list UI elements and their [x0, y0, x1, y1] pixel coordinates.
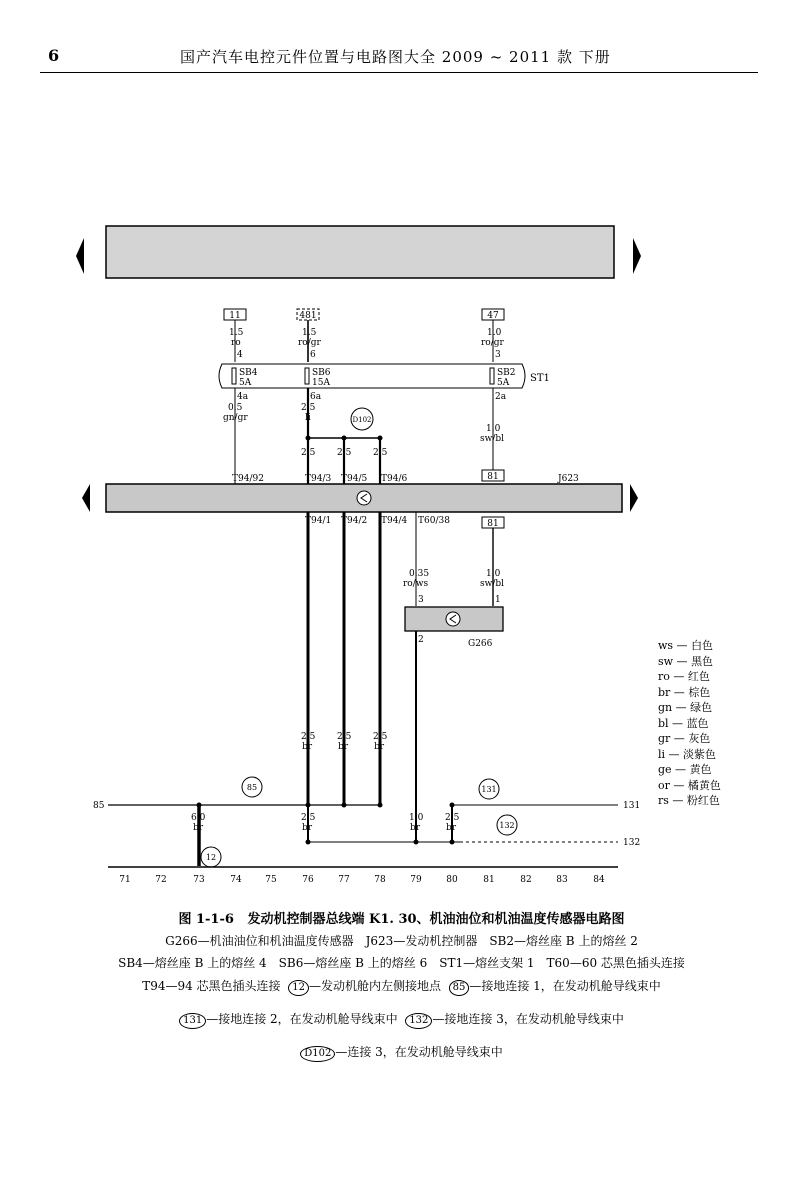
ground-wire-size-1: 2.5 [301, 732, 316, 742]
ecu-pin-t94-1: T94/1 [305, 516, 332, 526]
fuse-carrier-label: ST1 [530, 373, 550, 384]
ground-wire-color-1: br [302, 742, 313, 752]
sensor-wire-size-2: 1.0 [486, 569, 501, 579]
running-header-title: 国产汽车电控元件位置与电路图大全 2009 ~ 2011 款 下册 [180, 48, 611, 66]
branch-size-2: 2.5 [337, 448, 352, 458]
legend-item: ro — 红色 [658, 670, 710, 683]
ecu-pin-t60-38: T60/38 [418, 516, 450, 526]
fuse-carrier-st1 [219, 364, 525, 388]
legend-item: gn — 绿色 [658, 701, 713, 714]
sensor-wire-pin-2: 1 [495, 595, 501, 605]
bottom-wire-color-1: br [193, 823, 204, 833]
ecu-pin-t94-6: T94/6 [381, 474, 408, 484]
fuse-name-sb4: SB4 [239, 368, 258, 378]
wire-li-color: li [305, 413, 311, 423]
bottom-wire-size-3: 1.0 [409, 813, 424, 823]
page-number: 6 [48, 46, 60, 65]
ruler-76: 76 [302, 875, 314, 885]
svg-text:81: 81 [487, 519, 499, 529]
sensor-pin2: 2 [418, 635, 424, 645]
ruler-71: 71 [119, 875, 131, 885]
ground-symbol-85: 85 [449, 980, 470, 996]
legend-item: ge — 黄色 [658, 763, 712, 776]
ground-symbol-131: 131 [179, 1013, 206, 1029]
ruler-78: 78 [374, 875, 386, 885]
top-wire-size-1: 1.5 [229, 328, 244, 338]
top-wire-pin-1: 4 [237, 350, 243, 360]
top-pin-label-2: 481 [299, 311, 317, 321]
ecu-right-arrow-icon [630, 484, 638, 512]
legend-item: br — 棕色 [658, 685, 711, 699]
legend-item: sw — 黑色 [658, 654, 714, 668]
figure-title: 发动机控制器总线端 K1. 30、机油油位和机油温度传感器电路图 [247, 912, 625, 927]
bottom-wire-size-2: 2.5 [301, 813, 316, 823]
svg-text:D102: D102 [352, 416, 372, 424]
ground-wire-size-3: 2.5 [373, 732, 388, 742]
caption-line-5: D102 —连接 3，在发动机舱导线束中 [0, 1043, 803, 1062]
svg-text:85: 85 [246, 783, 258, 792]
top-wire-color-2: ro/gr [298, 338, 321, 348]
line-131-label: 131 [623, 801, 641, 811]
ruler-74: 74 [230, 875, 242, 885]
ground-wire-color-2: br [338, 742, 349, 752]
ground-symbol-12: 12 [288, 980, 309, 996]
caption-line-4: 131 —接地连接 2，在发动机舱导线束中 132 —接地连接 3，在发动机舱导线束中 [0, 1010, 803, 1029]
ecu-pin-t94-92: T94/92 [232, 474, 264, 484]
top-wire-pin-2: 6 [310, 350, 316, 360]
ecu-left-arrow-icon [82, 484, 90, 512]
ecu-pin-t94-5: T94/5 [341, 474, 368, 484]
ecu-name: J623 [558, 474, 579, 484]
ruler-83: 83 [556, 875, 568, 885]
fuse-out-pin-sb4: 4a [237, 392, 249, 402]
wire-sw-bl-top-size: 1.0 [486, 424, 501, 434]
caption-line-2: SB4—熔丝座 B 上的熔丝 4 SB6—熔丝座 B 上的熔丝 6 ST1—熔丝支架 1 T60—60 芯黑色插头连接 [118, 956, 685, 970]
ground-wire-size-2: 2.5 [337, 732, 352, 742]
ecu-pin-t94-4: T94/4 [381, 516, 408, 526]
sensor-wire-color-1: ro/ws [403, 579, 429, 589]
branch-size-1: 2.5 [301, 448, 316, 458]
svg-text:12: 12 [205, 853, 217, 862]
figure-number: 图 1-1-6 [178, 912, 234, 927]
caption-line-3: T94—94 芯黑色插头连接 12 —发动机舱内左侧接地点 85 —接地连接 1，在发动机舱导线束中 [0, 977, 803, 996]
wire-gn-gr-color: gn/gr [223, 413, 248, 423]
top-wire-color-1: ro [231, 338, 241, 348]
ruler-73: 73 [193, 875, 205, 885]
top-pin-label-1: 11 [229, 311, 241, 321]
ruler-84: 84 [593, 875, 605, 885]
ecu-pin-t94-3: T94/3 [305, 474, 332, 484]
svg-text:131: 131 [481, 785, 497, 794]
right-nav-arrow-icon [633, 238, 641, 274]
fuse-rating-sb6: 15A [312, 378, 330, 388]
top-wire-size-2: 1.5 [302, 328, 317, 338]
ruler-82: 82 [520, 875, 532, 885]
fuse-name-sb6: SB6 [312, 368, 331, 378]
caption-line-1: G266—机油油位和机油温度传感器 J623—发动机控制器 SB2—熔丝座 B 上的熔丝 2 [165, 934, 638, 948]
line-85-label: 85 [93, 801, 105, 811]
figure-caption-title [0, 908, 803, 927]
bottom-wire-color-4: br [446, 823, 457, 833]
fuse-out-pin-sb2: 2a [495, 392, 507, 402]
ruler-75: 75 [265, 875, 277, 885]
line-132-label: 132 [623, 838, 641, 848]
legend-item: or — 橘黄色 [658, 778, 721, 792]
wire-sw-bl-top-color: sw/bl [480, 434, 504, 444]
bottom-wire-color-3: br [410, 823, 421, 833]
sensor-wire-size-1: 0.35 [409, 569, 430, 579]
wire-li-size: 2.5 [301, 403, 316, 413]
top-pin-label-3: 47 [487, 311, 499, 321]
sensor-wire-color-2: sw/bl [480, 579, 504, 589]
legend-item: bl — 蓝色 [658, 716, 709, 730]
legend-item: li — 淡紫色 [658, 747, 717, 761]
wire-gn-gr-size: 0.5 [228, 403, 243, 413]
top-gray-panel [106, 226, 614, 278]
ruler-81: 81 [483, 875, 495, 885]
bottom-wire-size-1: 6.0 [191, 813, 206, 823]
sensor-symbol-icon [446, 612, 460, 626]
svg-text:132: 132 [499, 821, 515, 830]
svg-text:81: 81 [487, 472, 499, 482]
legend-item: gr — 灰色 [658, 732, 711, 745]
left-nav-arrow-icon [76, 238, 84, 274]
sensor-name: G266 [468, 639, 493, 649]
sensor-wire-pin-1: 3 [418, 595, 424, 605]
wire-color-legend [658, 638, 721, 809]
bottom-wire-color-2: br [302, 823, 313, 833]
branch-size-3: 2.5 [373, 448, 388, 458]
top-wire-color-3: ro/gr [481, 338, 504, 348]
ruler-79: 79 [410, 875, 422, 885]
ruler-72: 72 [155, 875, 167, 885]
connection-symbol-d102: D102 [300, 1046, 335, 1062]
ground-symbol-132: 132 [405, 1013, 432, 1029]
top-wire-size-3: 1.0 [487, 328, 502, 338]
ruler-80: 80 [446, 875, 458, 885]
top-wire-pin-3: 3 [495, 350, 501, 360]
fuse-name-sb2: SB2 [497, 368, 516, 378]
ecu-pin-t94-2: T94/2 [341, 516, 368, 526]
fuse-out-pin-sb6: 6a [310, 392, 322, 402]
legend-item: ws — 白色 [658, 639, 714, 652]
ruler-77: 77 [338, 875, 350, 885]
fuse-rating-sb4: 5A [239, 378, 252, 388]
fuse-rating-sb2: 5A [497, 378, 510, 388]
ecu-symbol-icon [357, 491, 371, 505]
legend-item: rs — 粉红色 [658, 794, 720, 807]
bottom-wire-size-4: 2.5 [445, 813, 460, 823]
ruler-ticks [119, 875, 605, 885]
ground-wire-color-3: br [374, 742, 385, 752]
